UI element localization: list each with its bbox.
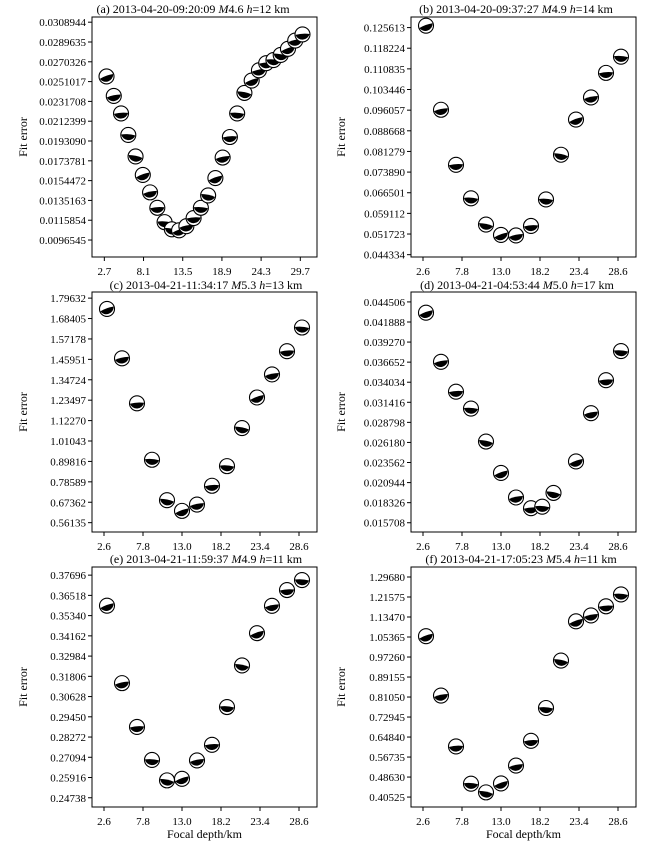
x-axis-label: Focal depth/km [486,827,561,841]
beachball-point [280,583,295,598]
x-tick-label: 8.1 [136,266,151,278]
y-tick-label: 0.096057 [363,105,405,118]
y-tick-label: 1.29680 [369,571,405,584]
beachball-point [584,406,599,421]
beachball-point [535,499,550,514]
panel-c [16,278,317,553]
beachball-point [143,185,158,200]
y-tick-label: 0.48630 [369,772,405,785]
beachball-point [434,354,449,369]
x-tick-label: 28.6 [608,541,628,553]
beachball-point [449,739,464,754]
beachball-point [175,771,190,786]
y-tick-label: 0.31806 [50,671,86,684]
title-prefix: (e) 2013-04-21-11:59:37 [109,552,232,566]
y-tick-label: 1.57178 [50,333,86,346]
x-tick-label: 28.6 [608,266,628,278]
beachball-point [509,758,524,773]
panel-title [96,2,290,16]
beachball-point [569,454,584,469]
beachball-point [539,700,554,715]
y-tick-label: 0.27094 [50,752,86,765]
beachball-point [205,737,220,752]
y-tick-label: 0.32984 [50,651,86,664]
beachball-point [494,465,509,480]
beachball-point [130,396,145,411]
x-tick-label: 13.0 [172,816,192,828]
beachball-point [295,573,310,588]
beachball-point [554,653,569,668]
panel-e [16,552,317,841]
beachball-point [584,608,599,623]
beachball-point [419,629,434,644]
beachball-point [145,752,160,767]
beachball-point [208,171,223,186]
panel-title [425,552,617,566]
y-tick-label: 1.05365 [369,632,405,645]
x-tick-label: 18.2 [211,816,231,828]
y-tick-label: 0.36518 [50,590,86,603]
y-tick-label: 1.34724 [50,374,86,387]
x-tick-label: 13.0 [491,266,511,278]
beachball-point [190,753,205,768]
y-tick-label: 0.97260 [369,652,405,665]
title-h-value: =17 km [576,278,614,292]
beachball-point [434,688,449,703]
title-h-letter: h [246,2,253,16]
y-tick-label: 0.081279 [363,146,405,159]
beachball-point [539,192,554,207]
beachball-point [464,401,479,416]
x-tick-label: 18.2 [530,816,550,828]
beachball-point [222,130,237,145]
x-tick-label: 23.4 [569,266,589,278]
y-tick-label: 0.81050 [369,692,405,705]
beachball-point [99,69,114,84]
y-tick-label: 0.023562 [363,457,405,470]
y-tick-label: 0.0270326 [39,56,86,69]
x-tick-label: 7.8 [455,816,469,828]
x-tick-label: 18.2 [530,541,550,553]
y-tick-label: 0.020944 [363,477,405,490]
beachball-point [220,700,235,715]
title-prefix: (a) 2013-04-20-09:20:09 [96,2,219,16]
title-mag-value: 4.9 [241,552,260,566]
y-tick-label: 0.0251017 [39,76,86,89]
y-tick-label: 0.0289635 [39,36,86,49]
y-axis-label: Fit error [16,392,30,432]
y-tick-label: 1.79632 [50,293,86,306]
x-tick-label: 2.6 [416,266,430,278]
plot-frame [92,292,317,532]
beachball-point [145,452,160,467]
x-tick-label: 7.8 [455,541,469,553]
x-axis-label: Focal depth/km [167,827,242,841]
beachball-point [449,157,464,172]
y-tick-label: 1.21575 [369,592,405,605]
title-mag-value: 4.9 [551,2,570,16]
y-axis-label: Fit error [334,667,348,707]
beachball-point [524,733,539,748]
beachball-point [121,127,136,142]
title-mag-letter: M [218,2,229,16]
title-h-letter: h [570,278,577,292]
title-h-value: =14 km [575,2,613,16]
x-tick-label: 7.8 [455,266,469,278]
y-tick-label: 0.041888 [363,316,405,329]
beachball-point [160,773,175,788]
y-axis-label: Fit error [16,117,30,157]
beachball-point [235,658,250,673]
y-tick-label: 0.0212399 [39,116,86,129]
beachball-point [190,497,205,512]
beachball-point [494,776,509,791]
beachball-point [524,218,539,233]
y-tick-label: 0.89155 [369,672,405,685]
panel-f [334,552,636,841]
title-h-letter: h [574,552,580,566]
title-mag-value: 4.6 [228,2,247,16]
y-tick-label: 1.12270 [50,415,86,428]
panel-b [334,2,636,278]
panel-d [334,278,636,553]
panel-title [110,552,303,566]
title-mag-letter: M [231,552,242,566]
beachball-point [115,676,130,691]
y-tick-label: 0.028798 [363,417,405,430]
y-tick-label: 0.0154472 [39,175,86,188]
y-axis-label: Fit error [334,392,348,432]
y-tick-label: 1.23497 [50,395,86,408]
title-mag-letter: M [542,278,553,292]
x-tick-label: 23.4 [569,816,589,828]
y-axis-label: Fit error [16,667,30,707]
x-tick-label: 2.6 [416,541,430,553]
y-tick-label: 0.0115854 [39,215,86,228]
y-tick-label: 0.24738 [50,792,86,805]
y-tick-label: 0.35340 [50,610,86,623]
x-tick-label: 23.4 [250,541,270,553]
y-tick-label: 1.68405 [50,313,86,326]
beachball-point [114,106,129,121]
x-tick-label: 13.0 [172,541,192,553]
y-tick-label: 0.073890 [363,167,405,180]
title-h-letter: h [259,278,266,292]
y-tick-label: 0.088668 [363,125,405,138]
beachball-point [201,188,216,203]
beachball-point [599,373,614,388]
title-h-letter: h [569,2,576,16]
y-tick-label: 0.0173781 [39,155,86,168]
beachball-point [150,200,165,215]
title-mag-letter: M [541,2,552,16]
beachball-point [265,598,280,613]
title-mag-letter: M [546,552,556,566]
x-tick-label: 2.7 [97,266,112,278]
panel-title [419,2,613,16]
y-tick-label: 0.059112 [364,208,405,221]
y-tick-label: 0.67362 [50,497,86,510]
x-tick-label: 2.6 [416,816,430,828]
x-tick-label: 28.6 [608,816,628,828]
y-tick-label: 0.30628 [50,691,86,704]
beachball-point [509,228,524,243]
title-prefix: (c) 2013-04-21-11:34:17 [109,278,232,292]
y-tick-label: 0.118224 [364,43,405,56]
y-tick-label: 0.56135 [50,517,86,530]
x-tick-label: 24.3 [251,266,271,278]
y-tick-label: 0.018326 [363,497,405,510]
x-tick-label: 28.6 [289,816,309,828]
x-tick-label: 2.6 [97,541,111,553]
beachball-point [100,301,115,316]
beachball-point [614,49,629,64]
x-tick-label: 13.0 [491,541,511,553]
title-mag-value: 5.3 [241,278,260,292]
beachball-point [265,367,280,382]
beachball-point [614,587,629,602]
beachball-point [295,320,310,335]
panel-a [16,2,317,278]
beachball-point [449,384,464,399]
beachball-point [494,227,509,242]
y-tick-label: 0.0096545 [39,235,86,248]
y-tick-label: 0.37696 [50,570,86,583]
beachball-point [106,88,121,103]
beachball-point [599,599,614,614]
beachball-point [295,27,310,42]
x-tick-label: 13.5 [173,266,193,278]
y-tick-label: 0.72945 [369,712,405,725]
beachball-point [235,421,250,436]
x-tick-label: 13.0 [491,816,511,828]
x-tick-label: 7.8 [136,816,150,828]
beachball-point [599,65,614,80]
y-tick-label: 0.125613 [363,22,405,35]
beachball-point [569,112,584,127]
beachball-point [479,434,494,449]
y-tick-label: 0.89816 [50,456,86,469]
x-tick-label: 23.4 [569,541,589,553]
beachball-point [250,626,265,641]
title-h-value: =11 km [265,552,303,566]
beachball-point [584,90,599,105]
y-tick-label: 0.034034 [363,377,405,390]
y-tick-label: 0.036652 [363,357,405,370]
y-tick-label: 1.45951 [50,354,86,367]
y-tick-label: 0.25916 [50,772,86,785]
beachball-point [434,102,449,117]
y-tick-label: 0.28272 [50,732,86,745]
y-tick-label: 0.40525 [369,792,405,805]
y-axis-label: Fit error [334,117,348,157]
beachball-point [280,344,295,359]
y-tick-label: 0.29450 [50,711,86,724]
title-h-value: =11 km [580,552,617,566]
title-mag-value: 5.4 [556,552,574,566]
x-tick-label: 7.8 [136,541,150,553]
beachball-point [230,106,245,121]
title-h-letter: h [259,552,266,566]
x-tick-label: 28.6 [289,541,309,553]
beachball-point [509,490,524,505]
beachball-point [479,785,494,800]
beachball-point [100,598,115,613]
x-tick-label: 18.2 [211,541,231,553]
beachball-point [614,344,629,359]
beachball-point [215,150,230,165]
y-tick-label: 0.0308944 [39,17,86,30]
y-tick-label: 0.0193090 [39,136,86,149]
x-tick-label: 23.4 [250,816,270,828]
y-tick-label: 0.015708 [363,517,405,530]
x-tick-label: 2.6 [97,816,111,828]
y-tick-label: 0.0135163 [39,195,86,208]
beachball-point [464,776,479,791]
y-tick-label: 0.110835 [364,63,405,76]
title-prefix: (f) 2013-04-21-17:05:23 [425,552,546,566]
beachball-point [115,351,130,366]
y-tick-label: 1.13470 [369,612,405,625]
x-tick-label: 18.9 [212,266,232,278]
panel-title [420,278,614,292]
beachball-point [128,149,143,164]
y-tick-label: 0.051723 [363,229,405,242]
beachball-point [546,485,561,500]
title-mag-letter: M [231,278,242,292]
y-tick-label: 0.044334 [363,249,405,262]
y-tick-label: 1.01043 [50,436,86,449]
y-tick-label: 0.044506 [363,296,405,309]
y-tick-label: 0.026180 [363,437,405,450]
plot-frame [411,17,636,257]
x-tick-label: 29.7 [290,266,310,278]
beachball-point [220,459,235,474]
title-mag-value: 5.0 [552,278,571,292]
title-prefix: (b) 2013-04-20-09:37:27 [419,2,542,16]
beachball-point [419,305,434,320]
y-tick-label: 0.103446 [363,84,405,97]
panel-title [110,278,303,292]
beachball-point [175,503,190,518]
x-tick-label: 18.2 [530,266,550,278]
beachball-point [205,478,220,493]
y-tick-label: 0.78589 [50,476,86,489]
beachball-point [569,614,584,629]
beachball-point [250,390,265,405]
beachball-point [554,147,569,162]
title-h-value: =12 km [252,2,290,16]
beachball-point [464,191,479,206]
y-tick-label: 0.34162 [50,630,86,643]
y-tick-label: 0.031416 [363,397,405,410]
title-h-value: =13 km [265,278,303,292]
beachball-point [160,493,175,508]
y-tick-label: 0.066501 [363,187,405,200]
beachball-point [419,18,434,33]
beachball-point [479,217,494,232]
y-tick-label: 0.56735 [369,752,405,765]
beachball-point [130,719,145,734]
y-tick-label: 0.64840 [369,732,405,745]
y-tick-label: 0.0231708 [39,96,86,109]
y-tick-label: 0.039270 [363,337,405,350]
title-prefix: (d) 2013-04-21-04:53:44 [420,278,543,292]
beachball-point [135,167,150,182]
